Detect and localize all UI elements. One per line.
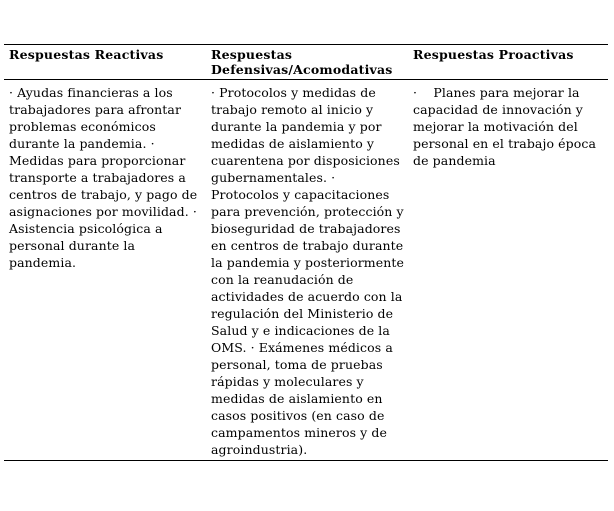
cell-proactive: · Planes para mejorar la capacidad de innovación y mejorar la motivación del personal en el trabajo época de pandemia xyxy=(413,85,601,168)
cell-reactive: · Ayudas financieras a los trabajadores para afrontar problemas económicos durante la pandemia. · Medidas para proporcionar transporte a trabajadores a centros de trabajo, y pago de asignaciones por movilidad. · Asistencia psicológica a personal durante la pandemia. xyxy=(9,85,198,270)
responses-table xyxy=(4,44,608,461)
header-defensive: Respuestas Defensivas/Acomodativas xyxy=(211,47,393,77)
table-row xyxy=(4,80,608,460)
header-reactive: Respuestas Reactivas xyxy=(9,47,164,62)
table-header-row xyxy=(4,45,608,80)
cell-defensive: · Protocolos y medidas de trabajo remoto al inicio y durante la pandemia y por medidas de aislamiento y cuarentena por disposiciones gubernamentales. · Protocolos y capacitaciones para prevención, protección y bioseguridad de trabajadores en centros de trabajo durante la pandemia y posteriormente con la reanudación de actividades de acuerdo con la regulación del Ministerio de Salud y e indicaciones de la OMS. · Exámenes médicos a personal, toma de pruebas rápidas y moleculares y medidas de aislamiento en casos positivos (en caso de campamentos mineros y de agroindustria). xyxy=(211,85,404,457)
header-proactive: Respuestas Proactivas xyxy=(413,47,574,62)
